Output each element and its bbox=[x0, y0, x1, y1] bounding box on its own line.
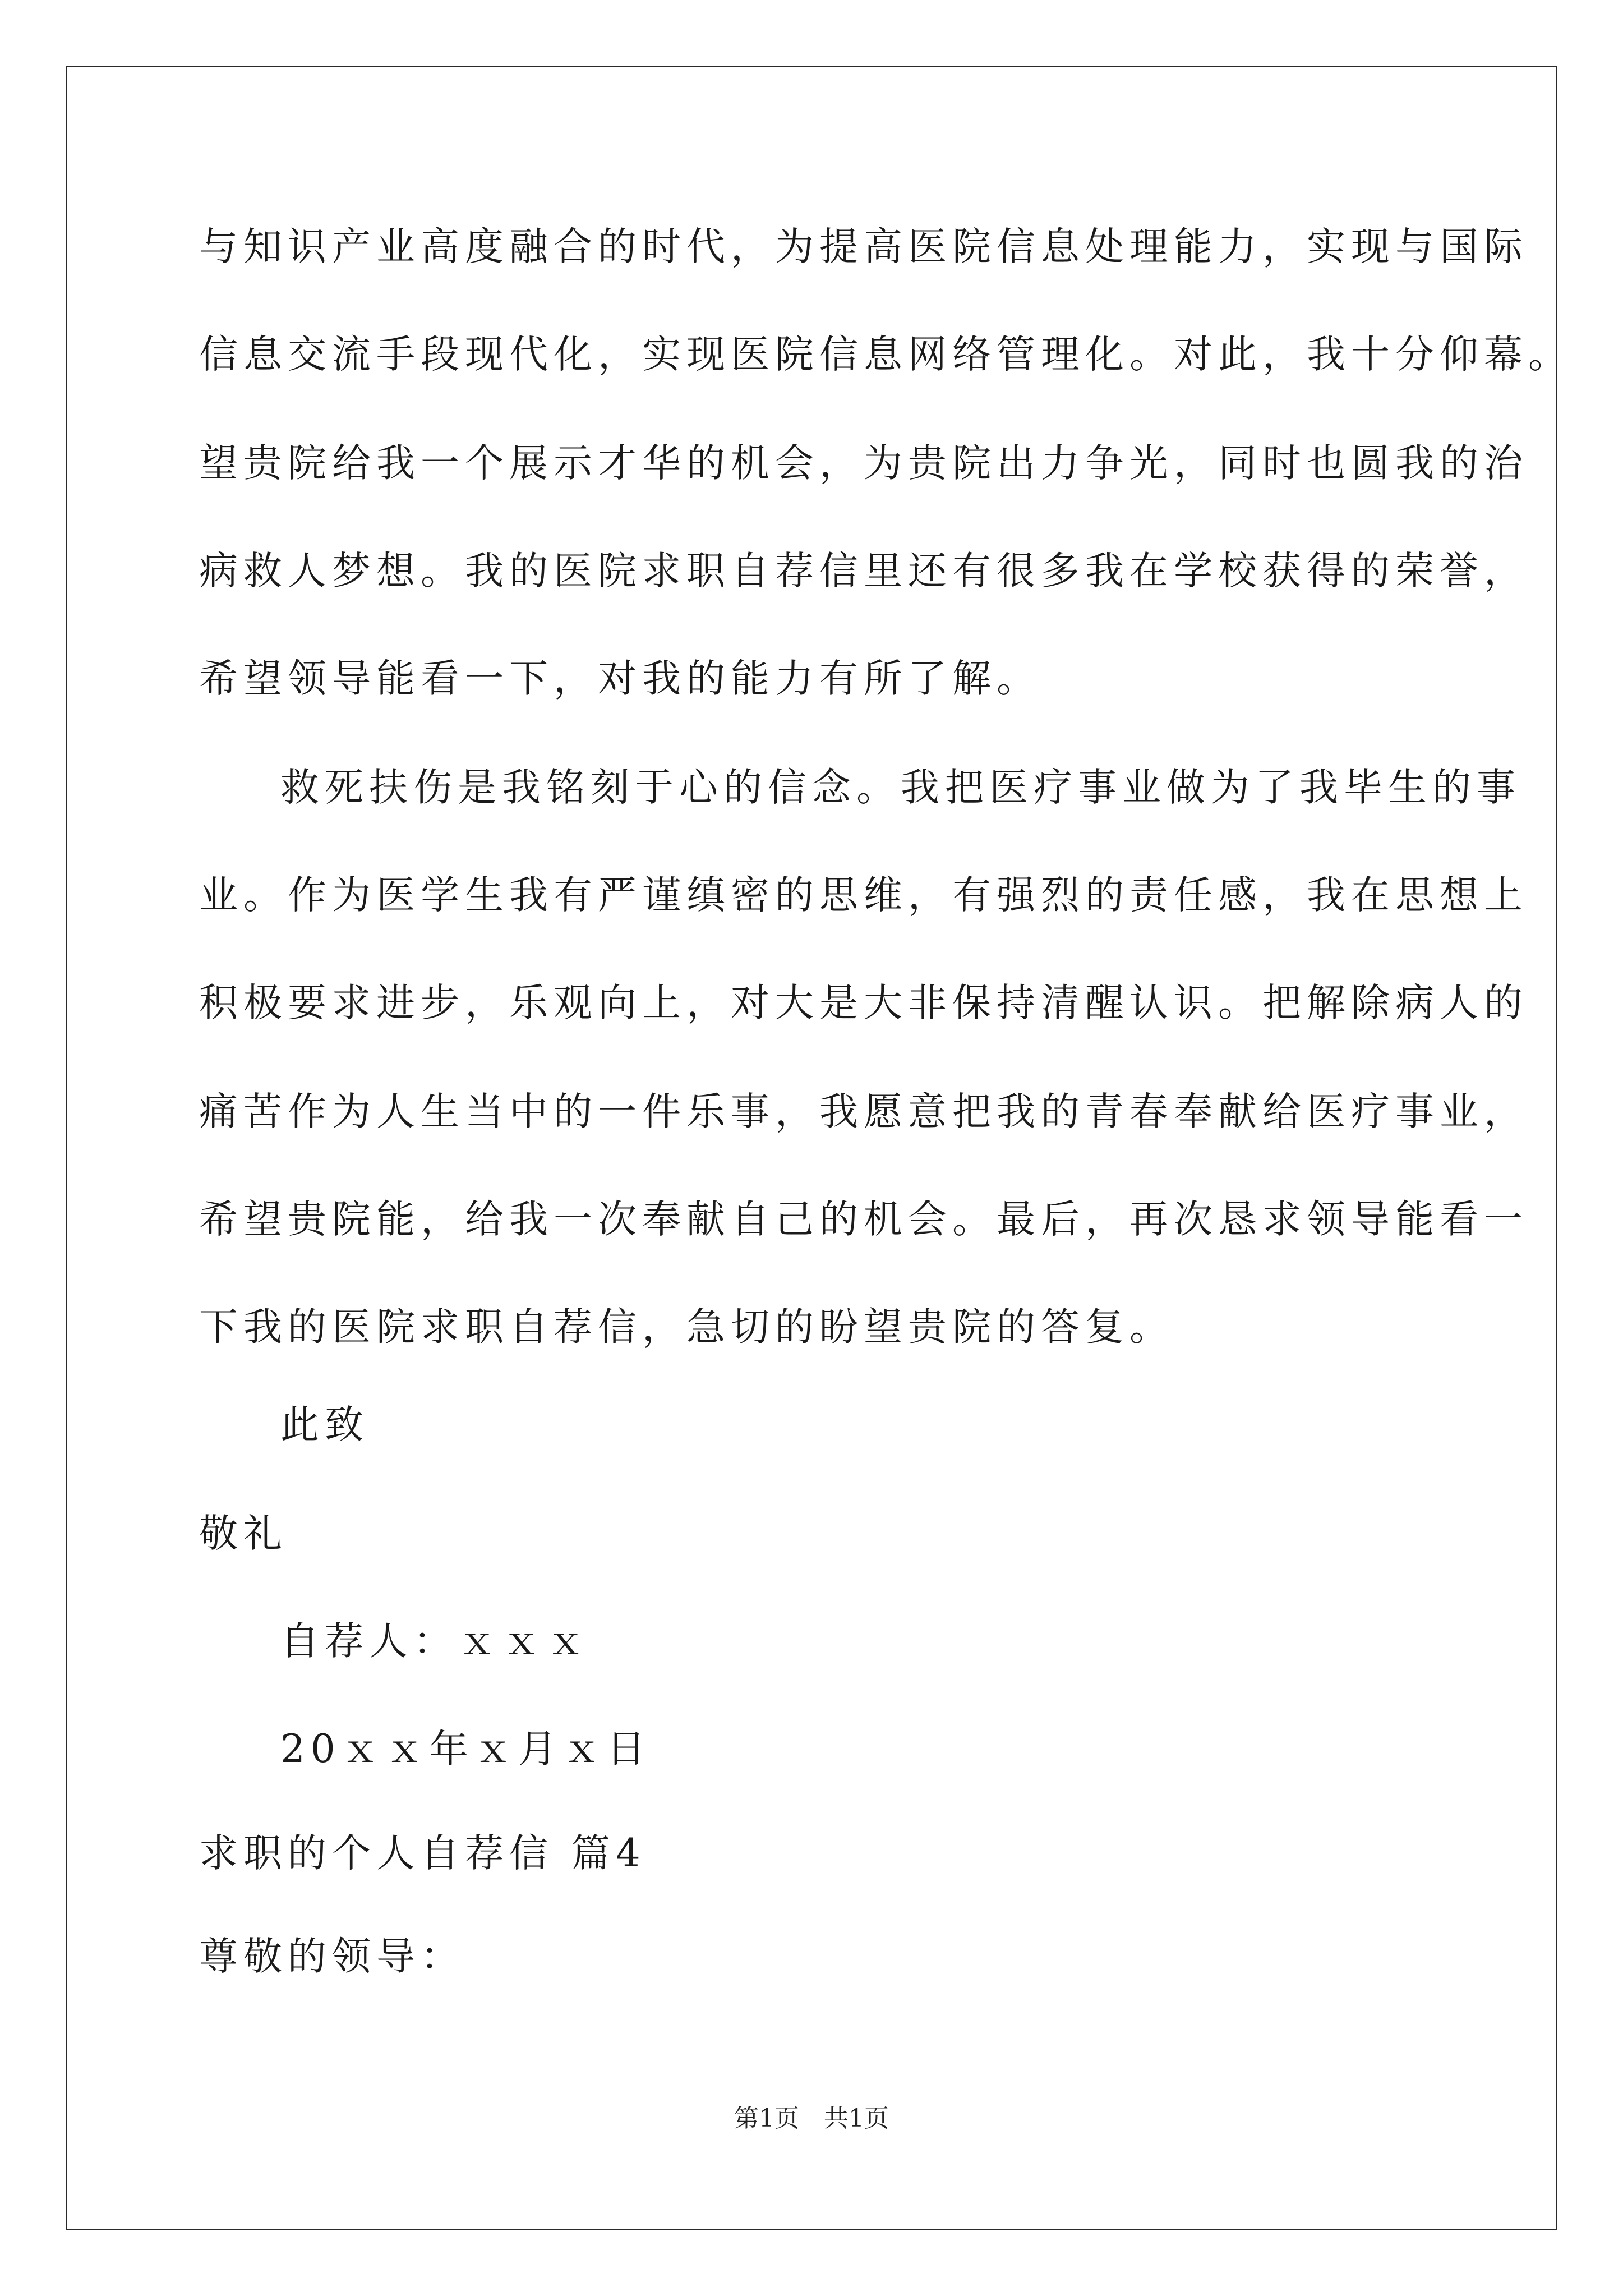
closing-regards: 敬礼 bbox=[199, 1511, 288, 1556]
paragraph-line: 下我的医院求职自荐信，急切的盼望贵院的答复。 bbox=[199, 1305, 1174, 1350]
paragraph-line: 希望贵院能，给我一次奉献自己的机会。最后，再次恳求领导能看一 bbox=[199, 1197, 1528, 1242]
paragraph-line: 望贵院给我一个展示才华的机会，为贵院出力争光，同时也圆我的治 bbox=[199, 441, 1528, 486]
paragraph-line: 业。作为医学生我有严谨缜密的思维，有强烈的责任感，我在思想上 bbox=[199, 873, 1528, 918]
page-border bbox=[66, 66, 1557, 2230]
paragraph-line: 信息交流手段现代化，实现医院信息网络管理化。对此，我十分仰幕。 bbox=[199, 332, 1573, 377]
date-line: 20ｘｘ年ｘ月ｘ日 bbox=[280, 1727, 651, 1772]
section-heading: 求职的个人自荐信 篇4 bbox=[199, 1831, 646, 1876]
paragraph-line: 救死扶伤是我铭刻于心的信念。我把医疗事业做为了我毕生的事 bbox=[280, 765, 1521, 810]
paragraph-line: 希望领导能看一下，对我的能力有所了解。 bbox=[199, 656, 1041, 701]
paragraph-line: 痛苦作为人生当中的一件乐事，我愿意把我的青春奉献给医疗事业， bbox=[199, 1089, 1528, 1134]
paragraph-line: 积极要求进步，乐观向上，对大是大非保持清醒认识。把解除病人的 bbox=[199, 981, 1528, 1025]
closing-salutation: 此致 bbox=[280, 1402, 369, 1447]
signature-line: 自荐人：ｘｘｘ bbox=[280, 1619, 591, 1664]
greeting-line: 尊敬的领导： bbox=[199, 1934, 465, 1979]
paragraph-line: 病救人梦想。我的医院求职自荐信里还有很多我在学校获得的荣誉， bbox=[199, 549, 1528, 593]
paragraph-line: 与知识产业高度融合的时代，为提高医院信息处理能力，实现与国际 bbox=[199, 224, 1528, 269]
page-number-footer: 第1页 共1页 bbox=[734, 2104, 889, 2133]
